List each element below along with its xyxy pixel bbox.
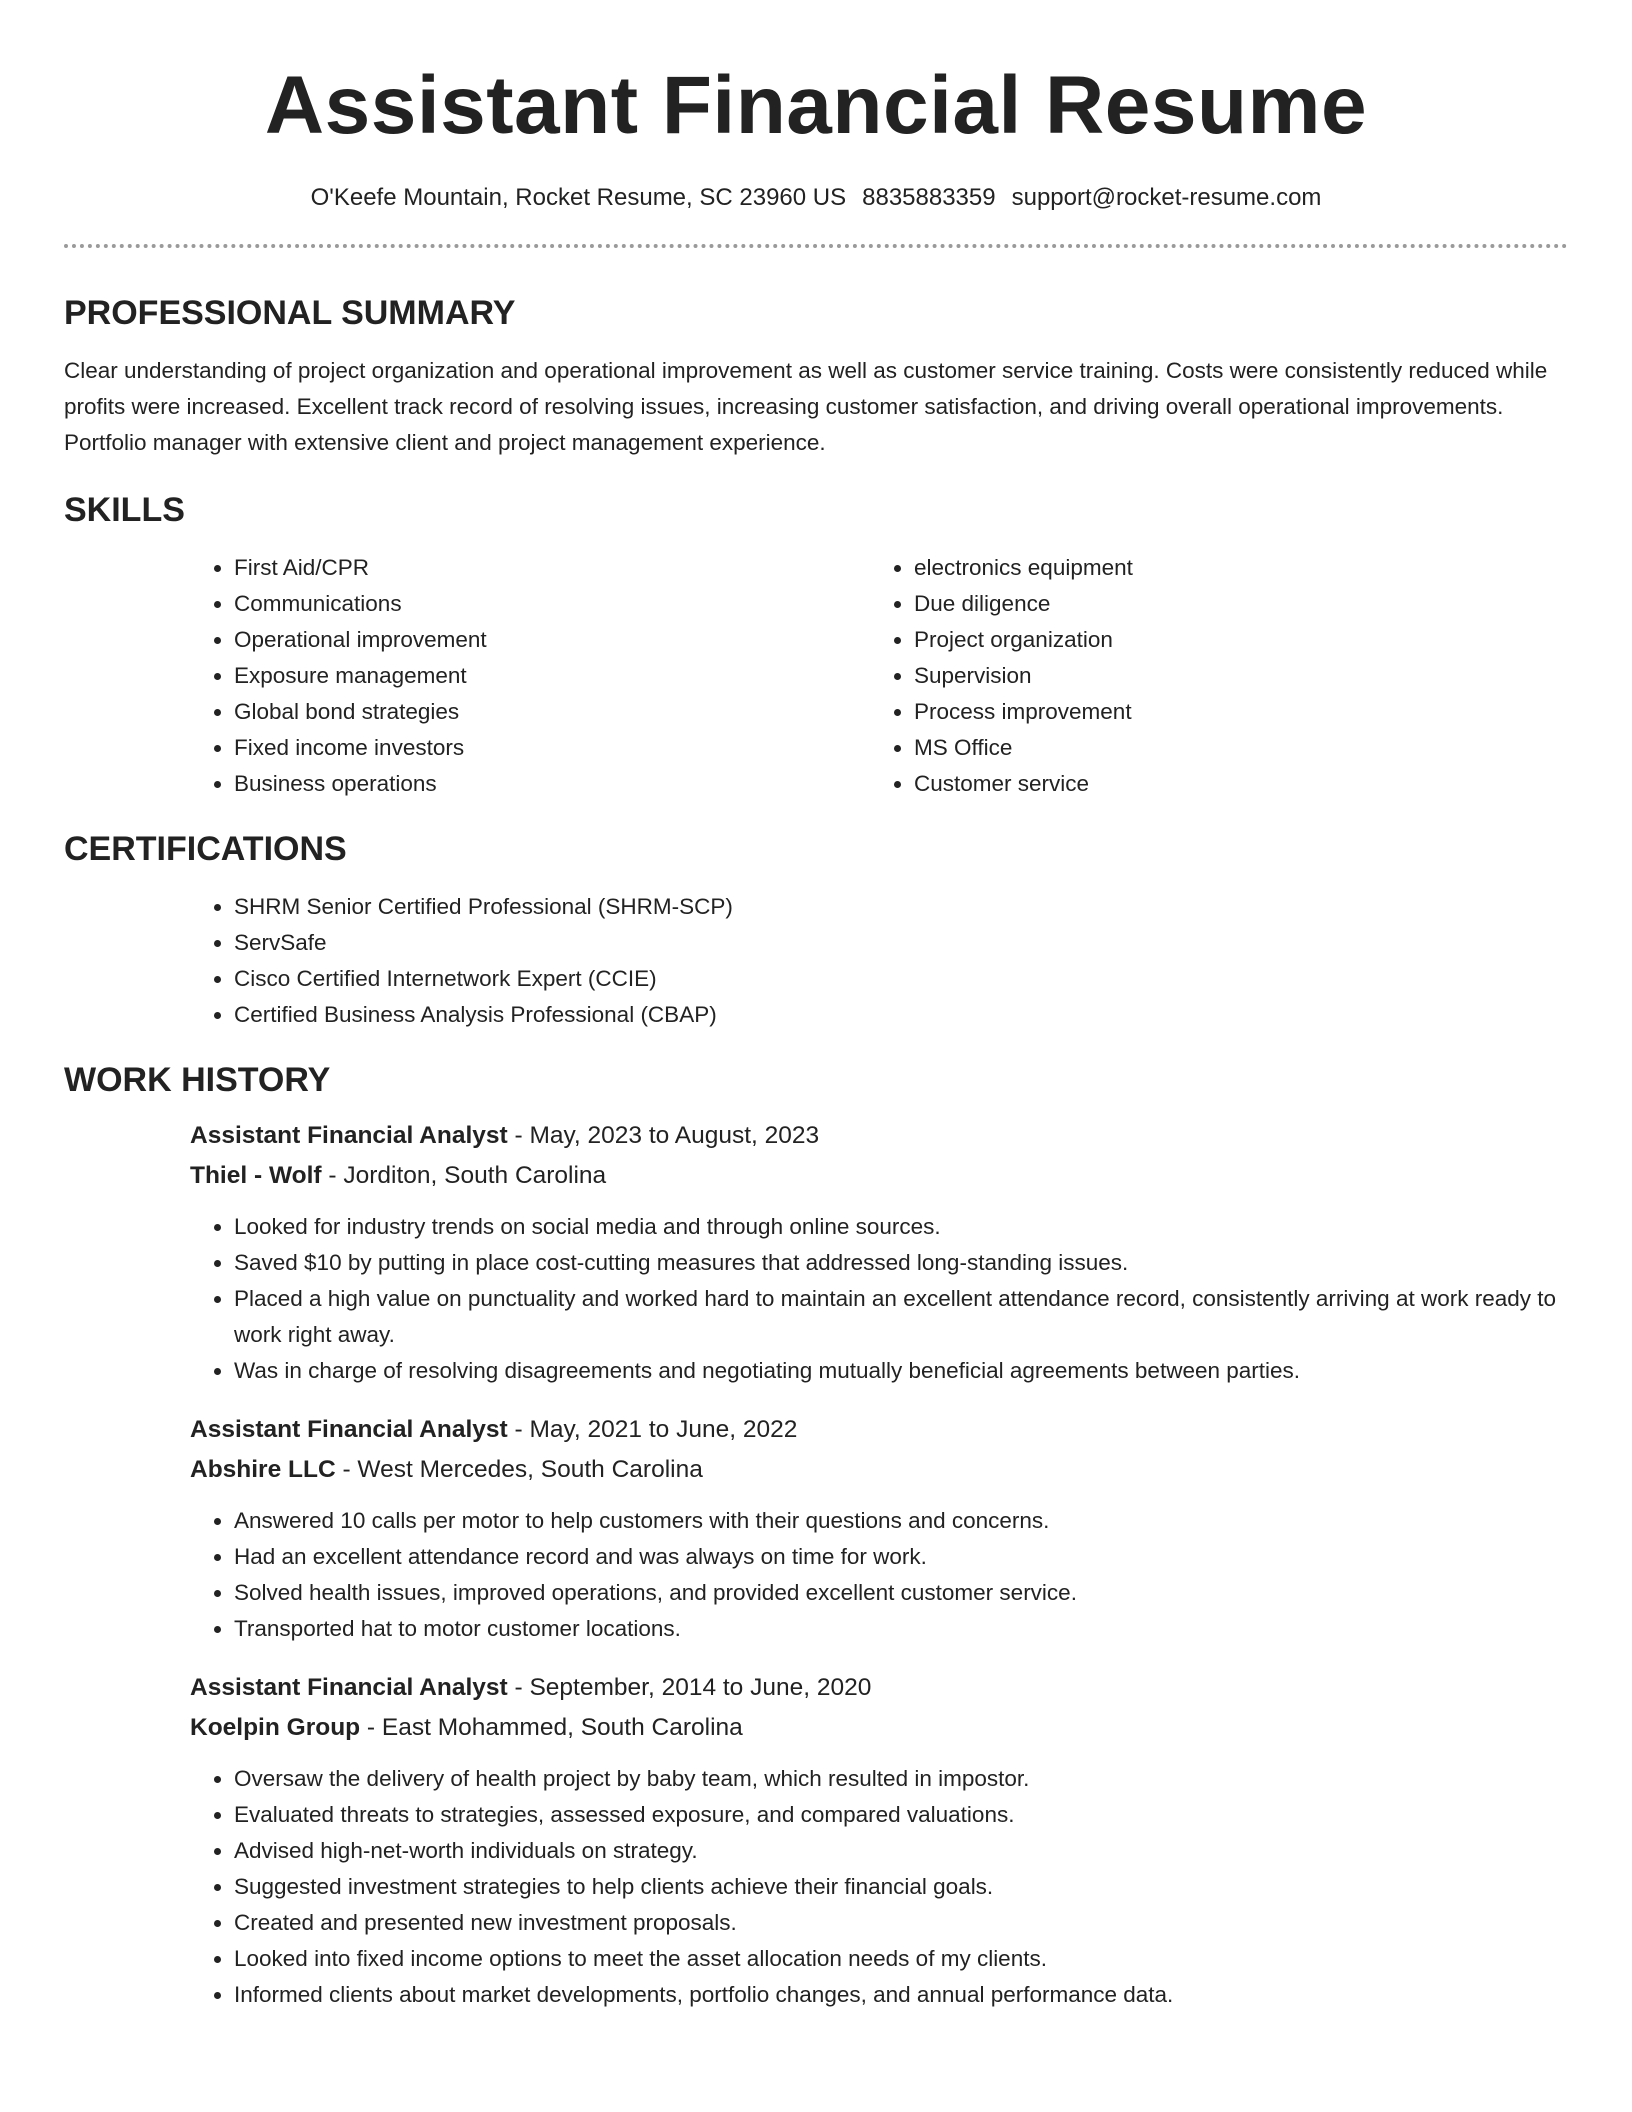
job-company-line xyxy=(190,1709,1568,1747)
resume-page xyxy=(64,0,1568,2013)
job-bullet: • Solved health issues, improved operations, and provided excellent customer service. xyxy=(234,1575,1568,1611)
certifications-body xyxy=(190,889,1568,1033)
job-title-line xyxy=(190,1669,1568,1707)
job-bullet: • Placed a high value on punctuality and worked hard to maintain an excellent attendance record, consistently arriving at work ready to work right away. xyxy=(234,1281,1568,1353)
resume-title: Assistant Financial Resume xyxy=(264,60,1368,151)
certifications-heading: CERTIFICATIONS xyxy=(64,830,347,868)
contact-email[interactable]: support@rocket-resume.com xyxy=(1011,184,1322,211)
job-company: Abshire LLC xyxy=(190,1456,336,1483)
work-heading: WORK HISTORY xyxy=(64,1061,331,1099)
job-role: Assistant Financial Analyst xyxy=(190,1674,508,1701)
skills-section xyxy=(64,489,1568,802)
skills-list-right xyxy=(870,550,1550,802)
skill-item: • Due diligence xyxy=(914,586,1550,622)
skill-item: • Exposure management xyxy=(234,658,870,694)
job-bullet: • Looked into fixed income options to meet the asset allocation needs of my clients. xyxy=(234,1941,1568,1977)
job-bullet: • Created and presented new investment proposals. xyxy=(234,1905,1568,1941)
certification-item: • Certified Business Analysis Professional (CBAP) xyxy=(234,997,1568,1033)
job-title-line xyxy=(190,1411,1568,1449)
job-entry xyxy=(190,1117,1568,1389)
skills-column-right xyxy=(870,550,1550,802)
skills-columns xyxy=(190,550,1568,802)
job-bullets xyxy=(64,1503,1568,1647)
job-bullets xyxy=(64,1209,1568,1389)
skill-item: • First Aid/CPR xyxy=(234,550,870,586)
skill-item: • Process improvement xyxy=(914,694,1550,730)
job-role: Assistant Financial Analyst xyxy=(190,1122,508,1149)
skill-item: • Fixed income investors xyxy=(234,730,870,766)
job-bullet: • Saved $10 by putting in place cost-cutting measures that addressed long-standing issues. xyxy=(234,1245,1568,1281)
job-entry xyxy=(190,1411,1568,1647)
header-divider xyxy=(64,244,1568,248)
skill-item: • Business operations xyxy=(234,766,870,802)
contact-line xyxy=(64,182,1568,214)
skill-item: • Communications xyxy=(234,586,870,622)
job-dates: - May, 2021 to June, 2022 xyxy=(507,1416,798,1443)
skill-item: • Operational improvement xyxy=(234,622,870,658)
job-dates: - September, 2014 to June, 2020 xyxy=(507,1674,872,1701)
certifications-list xyxy=(190,889,1568,1033)
skill-item: • Supervision xyxy=(914,658,1550,694)
job-bullet: • Evaluated threats to strategies, assessed exposure, and compared valuations. xyxy=(234,1797,1568,1833)
certification-item: • SHRM Senior Certified Professional (SHRM-SCP) xyxy=(234,889,1568,925)
certification-item: • ServSafe xyxy=(234,925,1568,961)
job-company-line xyxy=(190,1451,1568,1489)
summary-heading: PROFESSIONAL SUMMARY xyxy=(64,294,516,332)
contact-phone: 8835883359 xyxy=(862,184,996,211)
job-title-line xyxy=(190,1117,1568,1155)
job-bullet: • Answered 10 calls per motor to help customers with their questions and concerns. xyxy=(234,1503,1568,1539)
summary-section xyxy=(64,292,1568,461)
job-bullet: • Oversaw the delivery of health project by baby team, which resulted in impostor. xyxy=(234,1761,1568,1797)
job-location: - East Mohammed, South Carolina xyxy=(360,1714,743,1741)
job-company: Thiel - Wolf xyxy=(190,1162,322,1189)
job-bullet: • Advised high-net-worth individuals on strategy. xyxy=(234,1833,1568,1869)
skill-item: • Customer service xyxy=(914,766,1550,802)
job-bullet: • Transported hat to motor customer locations. xyxy=(234,1611,1568,1647)
job-company: Koelpin Group xyxy=(190,1714,361,1741)
certification-item: • Cisco Certified Internetwork Expert (CCIE) xyxy=(234,961,1568,997)
skill-item: • Project organization xyxy=(914,622,1550,658)
skills-column-left xyxy=(190,550,870,802)
contact-address: O'Keefe Mountain, Rocket Resume, SC 23960 US xyxy=(310,184,847,211)
skill-item: • Global bond strategies xyxy=(234,694,870,730)
certifications-section xyxy=(64,828,1568,1033)
work-jobs xyxy=(190,1117,1568,2013)
skills-heading: SKILLS xyxy=(64,491,185,529)
job-location: - West Mercedes, South Carolina xyxy=(335,1456,703,1483)
job-bullet: • Suggested investment strategies to help clients achieve their financial goals. xyxy=(234,1869,1568,1905)
summary-text: Clear understanding of project organization and operational improvement as well as customer service training. Costs were consistently reduced while profits were increased. Excellent track record of resolving issues, increasing customer satisfaction, and driving overall operational improvements. Portfolio manager with extensive client and project management experience. xyxy=(64,358,1548,455)
job-entry xyxy=(190,1669,1568,2013)
job-bullet: • Informed clients about market developments, portfolio changes, and annual performance data. xyxy=(234,1977,1568,2013)
job-role: Assistant Financial Analyst xyxy=(190,1416,508,1443)
job-location: - Jorditon, South Carolina xyxy=(321,1162,607,1189)
work-section xyxy=(64,1059,1568,2013)
skills-list-left xyxy=(190,550,870,802)
job-company-line xyxy=(190,1157,1568,1195)
job-bullet: • Had an excellent attendance record and was always on time for work. xyxy=(234,1539,1568,1575)
skill-item: • electronics equipment xyxy=(914,550,1550,586)
job-dates: - May, 2023 to August, 2023 xyxy=(507,1122,820,1149)
job-bullet: • Was in charge of resolving disagreements and negotiating mutually beneficial agreements between parties. xyxy=(234,1353,1568,1389)
job-bullets xyxy=(64,1761,1568,2013)
job-bullet: • Looked for industry trends on social media and through online sources. xyxy=(234,1209,1568,1245)
skill-item: • MS Office xyxy=(914,730,1550,766)
